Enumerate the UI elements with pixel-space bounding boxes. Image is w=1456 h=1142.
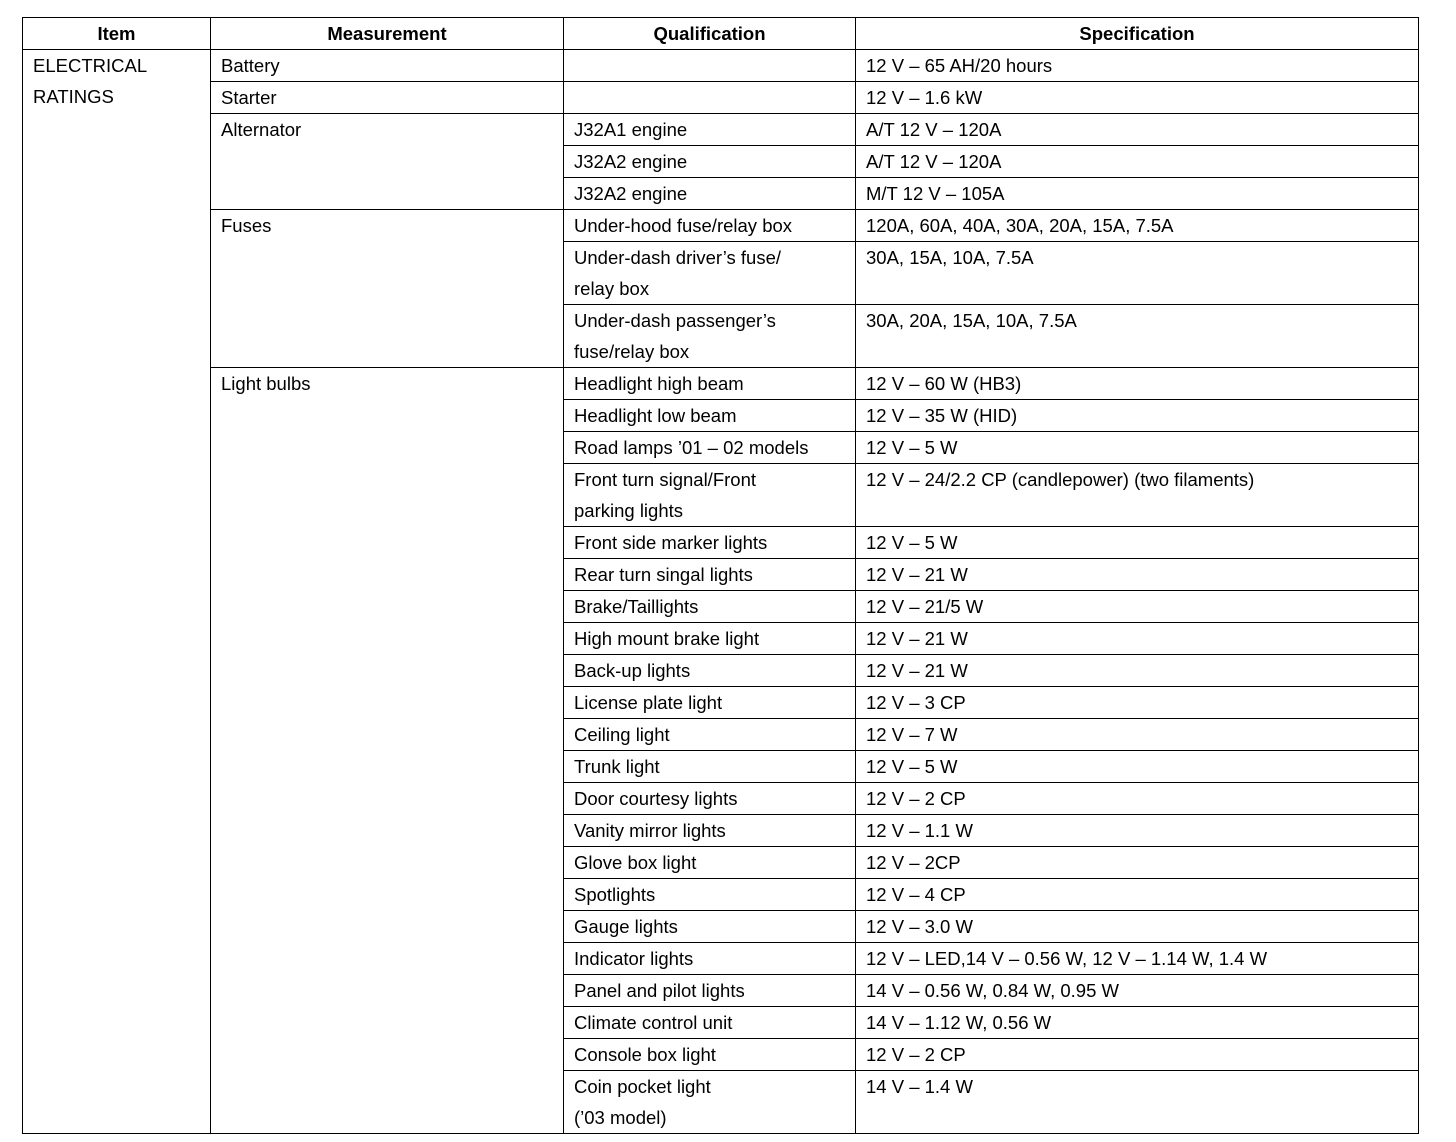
qualification-cell: Road lamps ’01 – 02 models	[564, 432, 856, 464]
measurement-starter: Starter	[211, 82, 564, 114]
qualification-cell: Panel and pilot lights	[564, 975, 856, 1007]
qualification-cell: J32A1 engine	[564, 114, 856, 146]
qualification-cell	[564, 242, 856, 305]
specification-cell: 12 V – 1.6 kW	[856, 82, 1419, 114]
header-qualification: Qualification	[564, 18, 856, 50]
table-row	[23, 50, 1419, 82]
header-item: Item	[23, 18, 211, 50]
specification-cell: 12 V – 60 W (HB3)	[856, 368, 1419, 400]
qualification-cell: Headlight low beam	[564, 400, 856, 432]
table-row	[23, 368, 1419, 400]
specification-cell: 14 V – 1.12 W, 0.56 W	[856, 1007, 1419, 1039]
qualification-cell	[564, 50, 856, 82]
qualification-line1: Coin pocket light	[574, 1076, 711, 1097]
qualification-cell: Spotlights	[564, 879, 856, 911]
specification-cell: 12 V – 2CP	[856, 847, 1419, 879]
qualification-cell	[564, 1071, 856, 1134]
qualification-cell: Console box light	[564, 1039, 856, 1071]
qualification-cell: Ceiling light	[564, 719, 856, 751]
header-measurement: Measurement	[211, 18, 564, 50]
measurement-light-bulbs: Light bulbs	[211, 368, 564, 1134]
specification-cell: 12 V – 3 CP	[856, 687, 1419, 719]
qualification-cell	[564, 305, 856, 368]
measurement-fuses: Fuses	[211, 210, 564, 368]
specification-cell: 12 V – 65 AH/20 hours	[856, 50, 1419, 82]
qualification-cell: Climate control unit	[564, 1007, 856, 1039]
electrical-ratings-table	[22, 17, 1419, 1134]
specification-cell: 12 V – 21 W	[856, 623, 1419, 655]
qualification-cell: Back-up lights	[564, 655, 856, 687]
specification-cell: 12 V – 7 W	[856, 719, 1419, 751]
qualification-cell: Gauge lights	[564, 911, 856, 943]
specification-cell: 12 V – 4 CP	[856, 879, 1419, 911]
specification-cell: 12 V – 5 W	[856, 432, 1419, 464]
table-row	[23, 210, 1419, 242]
qualification-cell: Headlight high beam	[564, 368, 856, 400]
measurement-battery: Battery	[211, 50, 564, 82]
qualification-cell: Rear turn singal lights	[564, 559, 856, 591]
qualification-line1: Under-dash driver’s fuse/	[574, 247, 782, 268]
qualification-line2: (’03 model)	[574, 1107, 667, 1128]
qualification-cell	[564, 464, 856, 527]
specification-cell: 12 V – 21 W	[856, 559, 1419, 591]
specification-cell: 12 V – 24/2.2 CP (candlepower) (two filaments)	[856, 464, 1419, 527]
specification-cell: 12 V – 5 W	[856, 751, 1419, 783]
item-cell	[23, 50, 211, 1134]
specification-cell: 12 V – LED,14 V – 0.56 W, 12 V – 1.14 W, 1.4 W	[856, 943, 1419, 975]
qualification-cell: Under-hood fuse/relay box	[564, 210, 856, 242]
qualification-line2: fuse/relay box	[574, 341, 690, 362]
qualification-cell: Glove box light	[564, 847, 856, 879]
header-row	[23, 18, 1419, 50]
specification-cell: 12 V – 1.1 W	[856, 815, 1419, 847]
item-label-line2: RATINGS	[33, 86, 114, 107]
specification-cell: 30A, 20A, 15A, 10A, 7.5A	[856, 305, 1419, 368]
measurement-alternator: Alternator	[211, 114, 564, 210]
specification-cell: A/T 12 V – 120A	[856, 146, 1419, 178]
specification-cell: M/T 12 V – 105A	[856, 178, 1419, 210]
qualification-cell: Vanity mirror lights	[564, 815, 856, 847]
specification-cell: 120A, 60A, 40A, 30A, 20A, 15A, 7.5A	[856, 210, 1419, 242]
specification-cell: 12 V – 3.0 W	[856, 911, 1419, 943]
qualification-cell: Brake/Taillights	[564, 591, 856, 623]
header-specification: Specification	[856, 18, 1419, 50]
qualification-cell	[564, 82, 856, 114]
specification-cell: 12 V – 21/5 W	[856, 591, 1419, 623]
specification-cell: 12 V – 5 W	[856, 527, 1419, 559]
specification-cell: 12 V – 21 W	[856, 655, 1419, 687]
qualification-line2: parking lights	[574, 500, 684, 521]
specification-cell: 12 V – 2 CP	[856, 1039, 1419, 1071]
qualification-cell: High mount brake light	[564, 623, 856, 655]
table-row	[23, 114, 1419, 146]
qualification-cell: Trunk light	[564, 751, 856, 783]
specification-cell: 12 V – 35 W (HID)	[856, 400, 1419, 432]
qualification-cell: J32A2 engine	[564, 146, 856, 178]
table-row	[23, 82, 1419, 114]
qualification-line1: Front turn signal/Front	[574, 469, 756, 490]
item-label-line1: ELECTRICAL	[33, 55, 148, 76]
specification-cell: 30A, 15A, 10A, 7.5A	[856, 242, 1419, 305]
qualification-cell: J32A2 engine	[564, 178, 856, 210]
specification-cell: A/T 12 V – 120A	[856, 114, 1419, 146]
qualification-cell: Door courtesy lights	[564, 783, 856, 815]
qualification-cell: Front side marker lights	[564, 527, 856, 559]
specification-cell: 14 V – 0.56 W, 0.84 W, 0.95 W	[856, 975, 1419, 1007]
qualification-line2: relay box	[574, 278, 650, 299]
specification-cell: 14 V – 1.4 W	[856, 1071, 1419, 1134]
qualification-cell: License plate light	[564, 687, 856, 719]
qualification-cell: Indicator lights	[564, 943, 856, 975]
specification-cell: 12 V – 2 CP	[856, 783, 1419, 815]
qualification-line1: Under-dash passenger’s	[574, 310, 776, 331]
